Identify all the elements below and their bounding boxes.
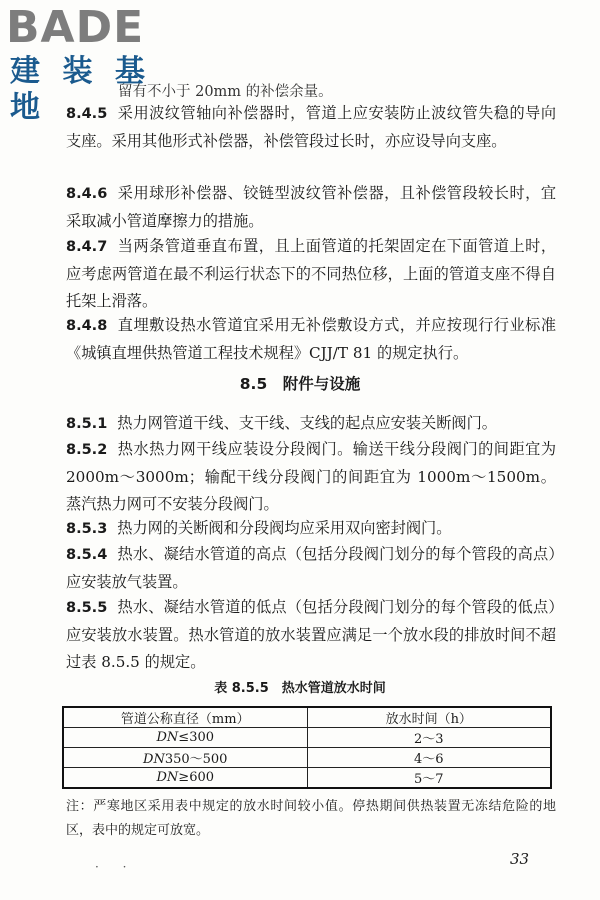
clause-text: 热水热力网干线应装设分段阀门。输送干线分段阀门的间距宜为 2000m～3000m；输配干线分段阀门的间距宜为 1000m～1500m。蒸汽热力网可不安装分段阀门。 <box>66 440 556 513</box>
clause-8-4-7 <box>66 233 556 314</box>
diameter-value: ≥600 <box>178 770 215 785</box>
diameter-value: 350～500 <box>164 752 228 767</box>
clause-number: 8.5.4 <box>66 547 108 563</box>
clause-text: 直埋敷设热水管道宜采用无补偿敷设方式，并应按现行行业标准《城镇直埋供热管道工程技术规程》CJJ/T 81 的规定执行。 <box>66 316 556 362</box>
time-cell: 2～3 <box>307 728 551 748</box>
column-header: 放水时间（h） <box>307 707 551 728</box>
clause-text: 热力网管道干线、支干线、支线的起点应安装关断阀门。 <box>117 414 497 432</box>
clause-text: 采用球形补偿器、铰链型波纹管补偿器，且补偿管段较长时，宜采取减小管道摩擦力的措施。 <box>66 184 556 230</box>
logo-subtitle: 建 装 基 地 <box>10 54 151 125</box>
clause-text: 当两条管道垂直布置，且上面管道的托架固定在下面管道上时，应考虑两管道在最不利运行状态下的不同热位移，上面的管道支座不得自托架上滑落。 <box>66 237 556 310</box>
clause-8-5-4 <box>66 541 556 596</box>
clause-number: 8.5.1 <box>66 416 108 432</box>
clause-number: 8.5.3 <box>66 521 108 537</box>
section-heading: 8.5 附件与设施 <box>239 375 361 393</box>
clause-number: 8.5.2 <box>66 442 108 458</box>
scan-specks: · · <box>95 860 137 874</box>
clause-text: 热水、凝结水管道的高点（包括分段阀门划分的每个管段的高点）应安装放气装置。 <box>66 545 556 591</box>
table-row <box>63 748 551 768</box>
diameter-cell <box>63 768 307 789</box>
diameter-cell <box>63 728 307 748</box>
clause-text: 热水、凝结水管道的低点（包括分段阀门划分的每个管段的低点）应安装放水装置。热水管道的放水装置应满足一个放水段的排放时间不超过表 8.5.5 的规定。 <box>66 598 556 671</box>
clause-8-5-2 <box>66 436 556 517</box>
clause-text: 采用波纹管轴向补偿器时，管道上应安装防止波纹管失稳的导向支座。采用其他形式补偿器，补偿管段过长时，亦应设导向支座。 <box>66 104 556 150</box>
continued-text: 留有不小于 20mm 的补偿余量。 <box>118 84 333 100</box>
table-row <box>63 728 551 748</box>
clause-8-4-5 <box>66 100 556 155</box>
column-header: 管道公称直径（mm） <box>63 707 307 728</box>
clause-8-5-5 <box>66 594 556 675</box>
clause-number: 8.4.5 <box>66 106 108 122</box>
table-row <box>63 768 551 789</box>
clause-number: 8.4.7 <box>66 239 108 255</box>
time-cell: 4～6 <box>307 748 551 768</box>
diameter-cell <box>63 748 307 768</box>
dn-label: DN <box>143 752 165 767</box>
drain-time-table <box>62 706 552 789</box>
table-note: 注：严寒地区采用表中规定的放水时间较小值。停热期间供热装置无冻结危险的地区，表中的规定可放宽。 <box>66 799 556 838</box>
page-number: 33 <box>510 850 530 868</box>
clause-8-5-1 <box>66 410 556 438</box>
clause-8-4-8 <box>66 312 556 367</box>
table-title: 表 8.5.5 热水管道放水时间 <box>214 681 386 696</box>
dn-label: DN <box>156 730 179 745</box>
clause-8-4-6 <box>66 180 556 235</box>
diameter-value: ≤300 <box>178 730 215 745</box>
clause-number: 8.4.6 <box>66 186 108 202</box>
clause-number: 8.5.5 <box>66 600 108 616</box>
dn-label: DN <box>156 770 179 785</box>
clause-8-5-3 <box>66 515 556 543</box>
clause-text: 热力网的关断阀和分段阀均应采用双向密封阀门。 <box>117 519 452 537</box>
table-header-row <box>63 707 551 728</box>
time-cell: 5～7 <box>307 768 551 789</box>
clause-number: 8.4.8 <box>66 318 108 334</box>
logo-wordmark: BADE <box>6 2 145 53</box>
